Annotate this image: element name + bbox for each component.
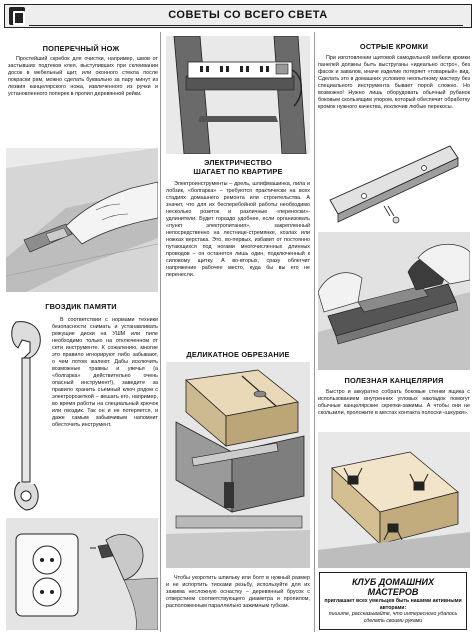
column-divider xyxy=(314,32,315,632)
article-text-electric: Электроинструменты – дрель, шлифмашинка, пила и лобзик, «болгарка» – требуются практически на всех стадиях домашнего ремонта или строительства. А значит, что для их бесперебойной работы необходимо несколько розеток и различные «переноски»-удлинители. Будет гораздо удобнее, если организовать «пункт электропитания», закрепленный непосредственно на лестнице-стремянке, козлах или ножках верстака. Это, во-первых, избавит от постоянно путающихся под ногами многочисленных длинных проводов – он останется лишь один, подключенный к силовому щитку. А во-вторых, сразу облегчит напряжение рабочее место, куда бы вы его не перенесли. xyxy=(166,181,310,278)
side-fence-rail-illustration xyxy=(318,140,470,230)
article-text-edges: При изготовлении щитовой самодельной мебели кромки панелей должны быть выструганы «идеально остро», без фасок и завалов, иначе изделие потеряет «товарный» вид. Сделать это в домашних условиях неопытному мастеру без специального инструмента бывает порой сложно. Но возможно! Нужно лишь оборудовать обычный рубанок боковым скользящим упором, который обеспечит обработку кромок нужного качества, исключив любые перекосы. xyxy=(318,55,470,110)
tools-logo-icon xyxy=(9,7,25,25)
article-text-knife: Простейший скребок для очистки, например, швов от застывших подтеков клея, выступивших при склеивании досок в мебельный щит, или оконного стекла после покраски рам, можно сделать буквально за пару минут из лезвия канцелярского ножа, извлеченного из ручки и установленного поперек в пропил деревянной рейки. xyxy=(8,56,158,97)
article-title-electric-line1: ЭЛЕКТРИЧЕСТВО xyxy=(204,158,272,167)
knife-scraper-illustration xyxy=(6,148,158,292)
binder-clips-box-illustration xyxy=(318,432,470,568)
club-title-line1: КЛУБ ДОМАШНИХ xyxy=(352,577,434,587)
club-title xyxy=(320,577,466,597)
club-title-line2: МАСТЕРОВ xyxy=(367,587,419,597)
article-title-electric-line2: ШАГАЕТ ПО КВАРТИРЕ xyxy=(193,167,283,176)
article-text-cutting: Чтобы укоротить шпильку или болт в нужный размер и не испортить тисками резьбу, используйте для их зажима несложную оснастку – деревянный брусок с отверстием соответствующего диаметра и пропилом, расположенным параллельно зажимным губкам. xyxy=(166,575,310,609)
vise-bolt-cutting-illustration xyxy=(166,362,310,568)
club-body-text: пишите, рассказывайте, что интересного удалось сделать своими руками xyxy=(328,611,458,624)
article-title-cutting: ДЕЛИКАТНОЕ ОБРЕЗАНИЕ xyxy=(186,350,290,359)
wrench-illustration xyxy=(8,318,48,514)
article-title-memory: ГВОЗДИК ПАМЯТИ xyxy=(45,302,117,311)
article-title-electric xyxy=(166,158,310,176)
club-subtitle: приглашает всех умельцев быть нашими активными авторами: xyxy=(324,598,462,611)
club-announcement-box xyxy=(319,572,467,630)
article-title-knife: ПОПЕРЕЧНЫЙ НОЖ xyxy=(42,44,120,53)
column-divider xyxy=(160,32,161,632)
page-header xyxy=(4,4,472,28)
hand-plane-illustration xyxy=(318,232,470,370)
article-text-stationery: Быстро и аккуратно собрать боковые стенки ящика с использованием внутренних угловых накладок помогут обычные канцелярские скрепки-зажимы. А чтобы они не скользили, проложите в местах контакта полоски «шкурки». xyxy=(318,389,470,416)
article-text-memory: В соответствии с нормами техники безопасности снимать и устанавливать режущие диски на УШМ или пиле необходимо только на отключенном от сети инструменте. К сожалению, многие это правило игнорируют либо забывают, о чем потом жалеют. Дабы исключить возможные травмы и увечья (а «болгарка» действительно очень опасный инструмент!), заведите за правило хранить съемный ключ рядом с электророзеткой – вешать его, например, во время работы на специальный крючок или гвоздик. Так он и не потеряется, и даже самым забывчивым напомнит обесточить инструмент. xyxy=(52,317,158,428)
header-rule xyxy=(29,25,463,26)
socket-and-grinder-illustration xyxy=(6,518,158,630)
article-title-edges: ОСТРЫЕ КРОМКИ xyxy=(359,42,429,51)
article-title-stationery: ПОЛЕЗНАЯ КАНЦЕЛЯРИЯ xyxy=(344,376,444,385)
power-strip-on-stepladder-illustration xyxy=(166,36,310,154)
page-title: СОВЕТЫ СО ВСЕГО СВЕТА xyxy=(168,9,328,21)
